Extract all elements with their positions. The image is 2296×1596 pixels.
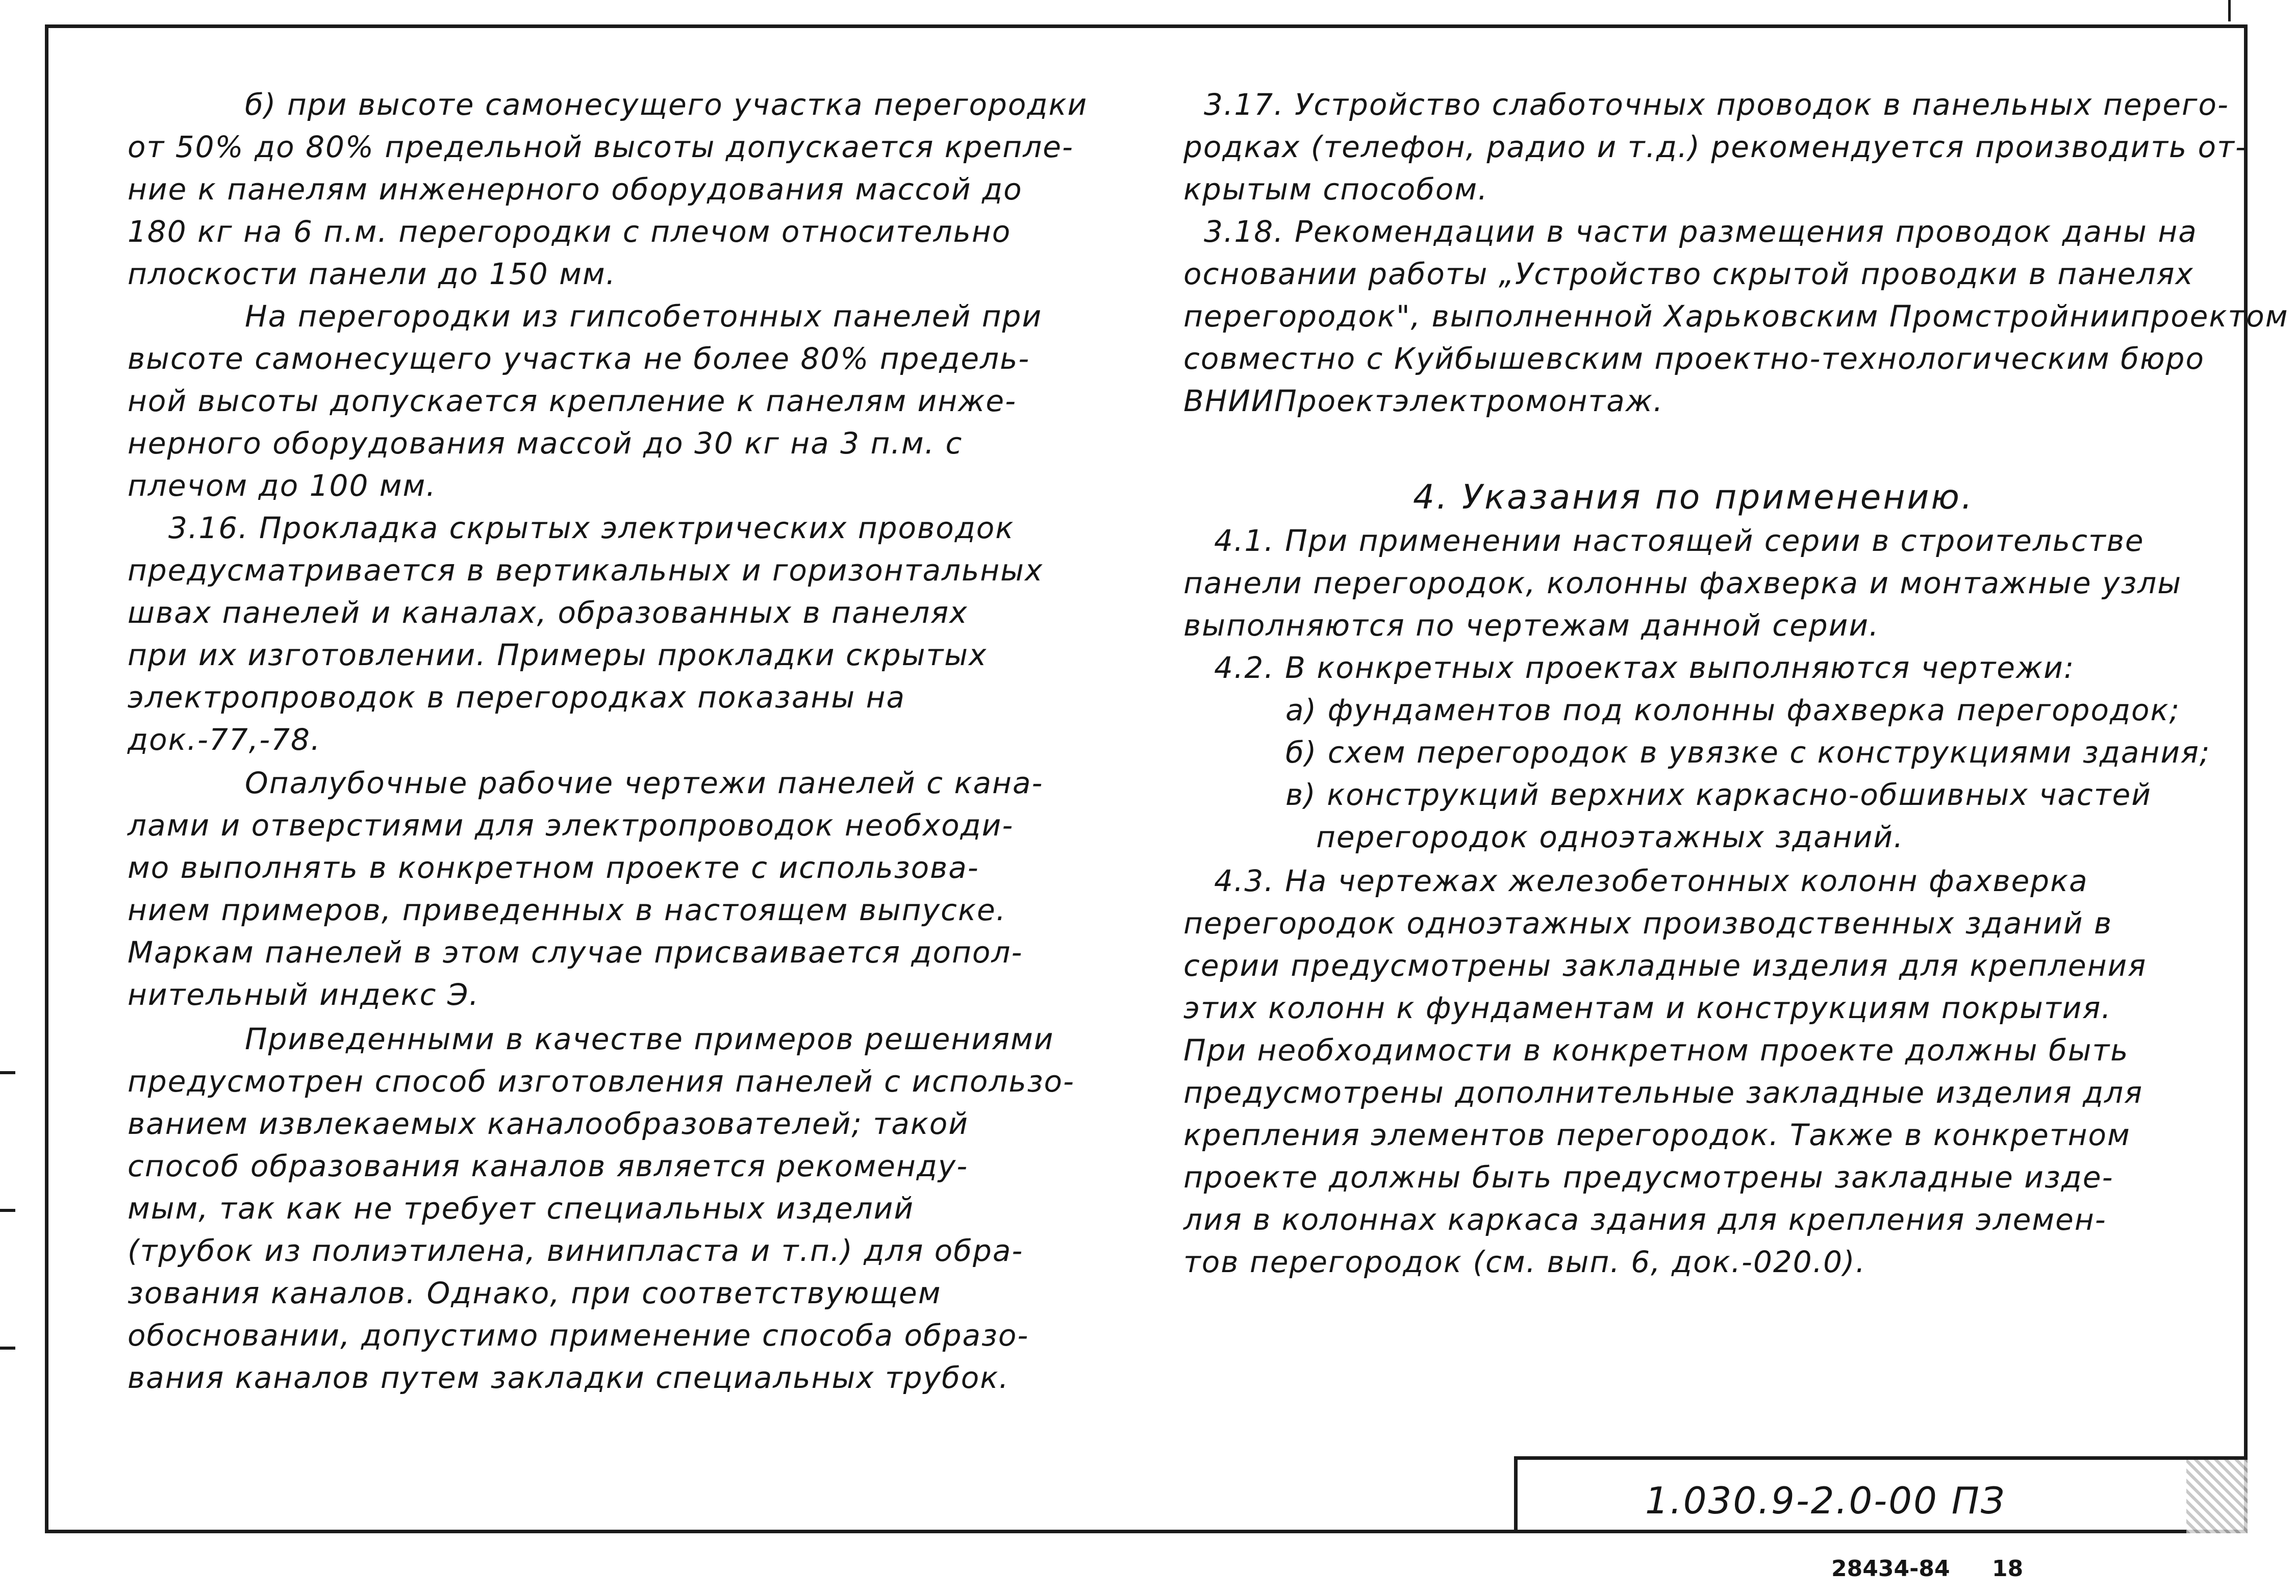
text-line: предусматривается в вертикальных и горизонтальных <box>128 553 1044 588</box>
list-item-a: а) фундаментов под колонны фахверка перегородок; <box>1285 693 2181 727</box>
section-heading-3-17: 3.17. Устройство слаботочных проводок в панельных перего- <box>1204 87 2229 122</box>
section-heading-3-16: 3.16. Прокладка скрытых электрических проводок <box>168 511 1015 545</box>
section-title-4: 4. Указания по применению. <box>1413 477 1974 517</box>
text-line: Опалубочные рабочие чертежи панелей с кана- <box>245 766 1044 800</box>
section-heading-4-2: 4.2. В конкретных проектах выполняются чертежи: <box>1214 650 2075 685</box>
title-block-stamp <box>1514 1456 2248 1533</box>
section-heading-4-3: 4.3. На чертежах железобетонных колонн фахверка <box>1214 864 2088 898</box>
list-item-v: в) конструкций верхних каркасно-обшивных частей <box>1285 777 2152 812</box>
text-line: родках (телефон, радио и т.д.) рекомендуется производить от- <box>1183 130 2247 164</box>
frame-corner-mark <box>2228 0 2231 21</box>
text-line: при их изготовлении. Примеры прокладки скрытых <box>128 638 988 672</box>
margin-mark <box>0 1071 15 1074</box>
text-line: серии предусмотрены закладные изделия для крепления <box>1183 948 2147 983</box>
text-line: совместно с Куйбышевским проектно-технологическим бюро <box>1183 341 2205 376</box>
text-line: проекте должны быть предусмотрены закладные изде- <box>1183 1160 2114 1195</box>
text-line: ванием извлекаемых каналообразователей; такой <box>128 1106 969 1141</box>
text-line: панели перегородок, колонны фахверка и монтажные узлы <box>1183 566 2182 600</box>
text-line: перегородок одноэтажных производственных зданий в <box>1183 906 2113 941</box>
text-line: плоскости панели до 150 мм. <box>128 257 617 291</box>
text-line: способ образования каналов является рекоменду- <box>128 1149 969 1183</box>
text-line: б) при высоте самонесущего участка перегородки <box>245 87 1088 122</box>
text-line: выполняются по чертежам данной серии. <box>1183 608 1880 643</box>
text-line: мо выполнять в конкретном проекте с использова- <box>128 850 979 885</box>
text-line: крытым способом. <box>1183 172 1488 207</box>
text-line: зования каналов. Однако, при соответствующем <box>128 1276 942 1310</box>
section-heading-4-1: 4.1. При применении настоящей серии в строительстве <box>1214 523 2144 558</box>
page-number: 18 <box>1992 1556 2024 1582</box>
text-line: нием примеров, приведенных в настоящем выпуске. <box>128 893 1007 927</box>
text-line: основании работы „Устройство скрытой проводки в панелях <box>1183 257 2194 291</box>
document-code: 1.030.9-2.0-00 ПЗ <box>1645 1479 2006 1522</box>
text-line: мым, так как не требует специальных изделий <box>128 1191 915 1226</box>
text-line: перегородок", выполненной Харьковским Промстройниипроектом <box>1183 299 2289 334</box>
text-line: (трубок из полиэтилена, винипласта и т.п.) для обра- <box>128 1233 1024 1268</box>
text-line: от 50% до 80% предельной высоты допускается крепле- <box>128 130 1074 164</box>
text-line: швах панелей и каналах, образованных в панелях <box>128 595 968 630</box>
text-line: Приведенными в качестве примеров решениями <box>245 1022 1054 1056</box>
section-heading-3-18: 3.18. Рекомендации в части размещения проводок даны на <box>1204 214 2198 249</box>
text-line: Маркам панелей в этом случае присваивается допол- <box>128 935 1023 970</box>
text-line: предусмотрен способ изготовления панелей с использо- <box>128 1064 1075 1099</box>
text-line: электропроводок в перегородках показаны на <box>128 680 906 715</box>
text-line: этих колонн к фундаментам и конструкциям покрытия. <box>1183 991 2112 1025</box>
text-line: высоте самонесущего участка не более 80% предель- <box>128 341 1030 376</box>
list-item-b: б) схем перегородок в увязке с конструкциями здания; <box>1285 735 2211 770</box>
inventory-number: 28434-84 <box>1831 1556 1950 1582</box>
text-line: плечом до 100 мм. <box>128 468 437 503</box>
text-line: лами и отверстиями для электропроводок необходи- <box>128 808 1014 843</box>
text-line: вания каналов путем закладки специальных трубок. <box>128 1360 1010 1395</box>
margin-mark <box>0 1347 15 1350</box>
text-line: док.-77,-78. <box>128 722 321 757</box>
text-line: крепления элементов перегородок. Также в конкретном <box>1183 1118 2131 1152</box>
text-line: При необходимости в конкретном проекте должны быть <box>1183 1033 2129 1068</box>
text-line: нерного оборудования массой до 30 кг на 3 п.м. с <box>128 426 963 461</box>
text-line: На перегородки из гипсобетонных панелей при <box>245 299 1043 334</box>
text-line: ВНИИПроектэлектромонтаж. <box>1183 384 1664 418</box>
text-line: нительный индекс Э. <box>128 977 480 1012</box>
text-line: ной высоты допускается крепление к панелям инже- <box>128 384 1017 418</box>
text-line: лия в колоннах каркаса здания для крепления элемен- <box>1183 1202 2107 1237</box>
margin-mark <box>0 1209 15 1212</box>
text-line: предусмотрены дополнительные закладные изделия для <box>1183 1075 2143 1110</box>
text-line: ние к панелям инженерного оборудования массой до <box>128 172 1023 207</box>
text-line: обосновании, допустимо применение способа образо- <box>128 1318 1029 1353</box>
text-line: перегородок одноэтажных зданий. <box>1316 820 1904 854</box>
text-line: 180 кг на 6 п.м. перегородки с плечом относительно <box>128 214 1012 249</box>
text-line: тов перегородок (см. вып. 6, док.-020.0). <box>1183 1245 1866 1279</box>
stamp-corner-shading <box>2186 1460 2248 1533</box>
